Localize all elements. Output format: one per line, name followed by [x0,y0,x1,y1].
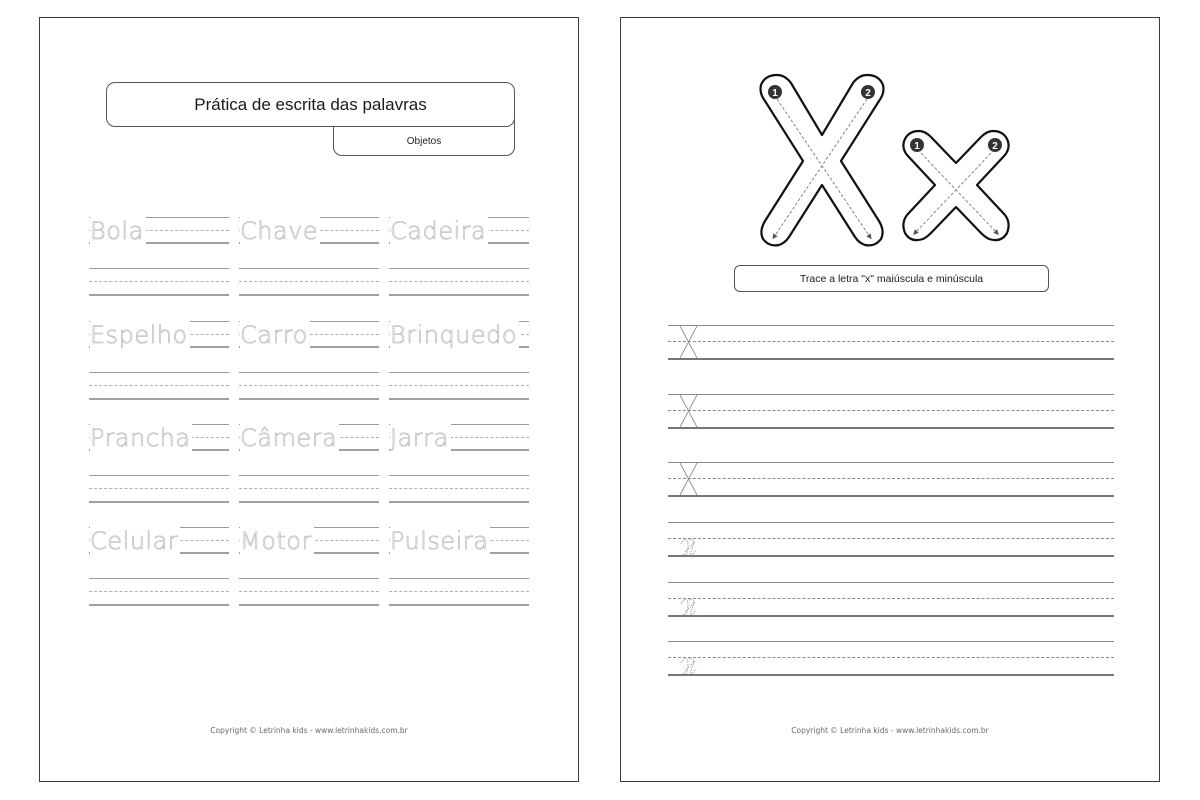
trace-line-base [668,615,1114,617]
worksheet-page-word-practice [39,17,579,782]
instruction-label: Trace a letra "x" maiúscula e minúscula [734,265,1049,292]
practice-line-mid [239,385,379,386]
practice-line-top [239,475,379,476]
word-practice-cell [389,424,529,502]
practice-line-mid [89,385,229,386]
trace-line-base [668,674,1114,676]
dotted-uppercase-x-icon [678,462,700,496]
word-practice-cell [89,217,229,295]
practice-line-base [389,501,529,503]
trace-line-mid [668,478,1114,479]
word-practice-cell [89,321,229,399]
trace-word: Câmera [240,424,338,452]
trace-line-base [668,495,1114,497]
practice-line-top [389,268,529,269]
trace-line-top [668,462,1114,463]
letter-trace-row [668,325,1114,359]
trace-word: Celular [90,527,179,555]
trace-line-top [668,325,1114,326]
practice-line-top [389,578,529,579]
letter-x-stroke-guide [755,69,1025,249]
practice-line-mid [239,488,379,489]
practice-line-base [239,398,379,400]
practice-line-base [239,501,379,503]
word-practice-cell [89,424,229,502]
trace-line-mid [668,410,1114,411]
practice-line-mid [389,281,529,282]
practice-line-base [389,398,529,400]
dotted-cursive-x-icon [678,582,700,616]
practice-line-top [239,372,379,373]
practice-line-mid [389,488,529,489]
practice-line-mid [239,281,379,282]
practice-line-mid [239,591,379,592]
lowercase-x-outline-icon [903,131,1008,240]
trace-word: Jarra [390,424,449,452]
trace-word: Prancha [90,424,191,452]
word-practice-cell [239,217,379,295]
practice-line-top [89,268,229,269]
practice-line-base [89,294,229,296]
dotted-uppercase-x-icon [678,394,700,428]
letter-trace-row [668,394,1114,428]
copyright-footer: Copyright © Letrinha kids - www.letrinhakids.com.br [791,726,989,735]
dotted-uppercase-x-icon [678,325,700,359]
practice-line-top [239,268,379,269]
trace-line-top [668,641,1114,642]
practice-line-top [389,475,529,476]
word-practice-cell [239,321,379,399]
stroke-order-badge-1: 1 [772,88,778,99]
trace-line-base [668,358,1114,360]
word-practice-cell [389,321,529,399]
word-practice-cell [389,527,529,605]
practice-line-mid [89,591,229,592]
practice-line-base [89,501,229,503]
practice-line-mid [89,488,229,489]
practice-line-base [89,604,229,606]
trace-word: Pulseira [390,527,489,555]
svg-text:1: 1 [914,141,920,152]
uppercase-x-outline-icon [761,75,884,245]
stroke-order-badge-2: 2 [865,88,871,99]
trace-line-mid [668,341,1114,342]
letter-trace-row [668,462,1114,496]
trace-word: Chave [240,217,319,245]
svg-text:2: 2 [992,141,998,152]
trace-line-top [668,582,1114,583]
trace-word: Cadeira [390,217,487,245]
word-practice-cell [239,527,379,605]
practice-line-base [239,604,379,606]
practice-line-base [389,604,529,606]
word-practice-cell [89,527,229,605]
trace-word: Motor [240,527,312,555]
practice-line-top [239,578,379,579]
trace-line-mid [668,657,1114,658]
trace-word: Bola [90,217,144,245]
dotted-cursive-x-icon [678,641,700,675]
trace-line-base [668,427,1114,429]
practice-line-top [89,578,229,579]
trace-line-top [668,394,1114,395]
trace-line-base [668,555,1114,557]
word-practice-cell [389,217,529,295]
category-tab: Objetos [333,118,515,156]
worksheet-page-letter-x [620,17,1160,782]
practice-line-base [89,398,229,400]
trace-word: Brinquedo [390,321,518,349]
practice-line-base [239,294,379,296]
practice-line-top [89,475,229,476]
dotted-cursive-x-icon [678,522,700,556]
practice-line-base [389,294,529,296]
practice-line-top [89,372,229,373]
copyright-footer: Copyright © Letrinha kids - www.letrinhakids.com.br [210,726,408,735]
trace-word: Espelho [90,321,188,349]
trace-line-top [668,522,1114,523]
letter-trace-row [668,522,1114,556]
practice-line-top [389,372,529,373]
trace-line-mid [668,598,1114,599]
practice-line-mid [89,281,229,282]
practice-line-mid [389,385,529,386]
letter-trace-row [668,641,1114,675]
letter-trace-row [668,582,1114,616]
trace-word: Carro [240,321,308,349]
word-practice-cell [239,424,379,502]
trace-line-mid [668,538,1114,539]
practice-line-mid [389,591,529,592]
page-title: Prática de escrita das palavras [106,82,515,127]
